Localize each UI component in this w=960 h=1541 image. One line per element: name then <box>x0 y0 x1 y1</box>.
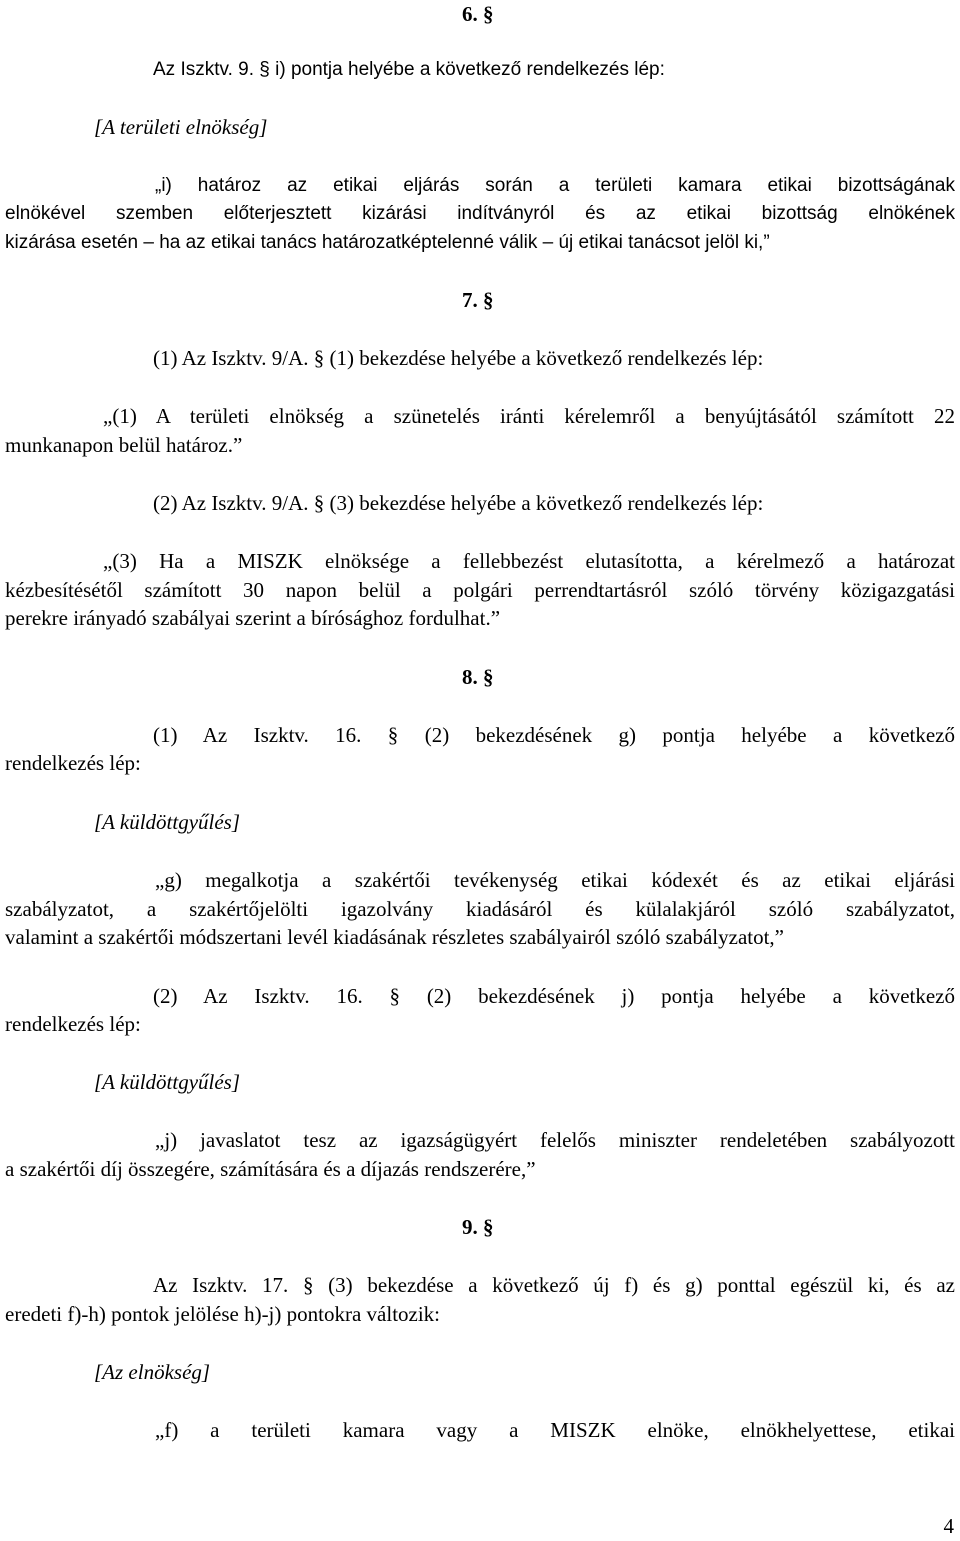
section-7-intro-2: (2) Az Iszktv. 9/A. § (3) bekezdése helyébe a következő rendelkezés lép: <box>153 491 764 515</box>
section-8-text-1-line: „g) megalkotja a szakértői tevékenység etikai kódexét és az etikai eljárási <box>155 868 955 892</box>
section-7-text-1-line: „(1) A területi elnökség a szünetelés iránti kérelemről a benyújtásától számított 22 <box>103 404 955 428</box>
section-8-intro-2-line: (2) Az Iszktv. 16. § (2) bekezdésének j) pontja helyébe a következő <box>153 984 955 1008</box>
section-8-context-1: [A küldöttgyűlés] <box>94 810 241 834</box>
section-9-intro-line: Az Iszktv. 17. § (3) bekezdése a következő új f) és g) ponttal egészül ki, és az <box>153 1273 955 1297</box>
section-7-text-2-line: „(3) Ha a MISZK elnöksége a fellebbezést elutasította, a kérelmező a határozat <box>103 549 955 573</box>
page-number: 4 <box>943 1514 954 1538</box>
section-6-heading: 6. § <box>462 2 494 26</box>
section-8-text-2-line: a szakértői díj összegére, számítására és a díjazás rendszerére,” <box>5 1157 536 1181</box>
section-9-intro-line: eredeti f)-h) pontok jelölése h)-j) pontokra változik: <box>5 1302 441 1326</box>
section-8-text-2-line: „j) javaslatot tesz az igazságügyért felelős miniszter rendeletében szabályozott <box>155 1128 955 1152</box>
section-8-heading: 8. § <box>462 665 494 689</box>
section-8-text-1-line: szabályzatot, a szakértőjelölti igazolvány kiadásáról és külalakjáról szóló szabályzatot, <box>5 897 955 921</box>
section-6-text-line: kizárása esetén – ha az etikai tanács határozatképtelenné válik – új etikai tanácsot jelöl ki,” <box>5 232 770 253</box>
section-8-intro-1-line: (1) Az Iszktv. 16. § (2) bekezdésének g) pontja helyébe a következő <box>153 723 955 747</box>
section-6-text-line: elnökével szemben előterjesztett kizárási indítványról és az etikai bizottság elnökének <box>5 203 955 224</box>
section-9-context: [Az elnökség] <box>94 1360 211 1384</box>
section-6-intro: Az Iszktv. 9. § i) pontja helyébe a következő rendelkezés lép: <box>153 59 665 80</box>
section-8-text-1-line: valamint a szakértői módszertani levél kiadásának részletes szabályairól szóló szabályzatot,” <box>5 925 784 949</box>
section-7-intro-1: (1) Az Iszktv. 9/A. § (1) bekezdése helyébe a következő rendelkezés lép: <box>153 346 764 370</box>
section-8-intro-1-line: rendelkezés lép: <box>5 751 141 775</box>
section-9-text-line: „f) a területi kamara vagy a MISZK elnöke, elnökhelyettese, etikai <box>155 1418 955 1442</box>
section-7-text-2-line: kézbesítésétől számított 30 napon belül a polgári perrendtartásról szóló törvény közigazgatási <box>5 578 955 602</box>
section-7-heading: 7. § <box>462 288 494 312</box>
section-8-intro-2-line: rendelkezés lép: <box>5 1012 141 1036</box>
section-7-text-2-line: perekre irányadó szabályai szerint a bírósághoz fordulhat.” <box>5 606 501 630</box>
section-8-context-2: [A küldöttgyűlés] <box>94 1070 241 1094</box>
section-6-context: [A területi elnökség] <box>94 115 268 139</box>
section-7-text-1-line: munkanapon belül határoz.” <box>5 433 243 457</box>
section-9-heading: 9. § <box>462 1215 494 1239</box>
section-6-text-line: „i) határoz az etikai eljárás során a területi kamara etikai bizottságának <box>155 175 955 196</box>
